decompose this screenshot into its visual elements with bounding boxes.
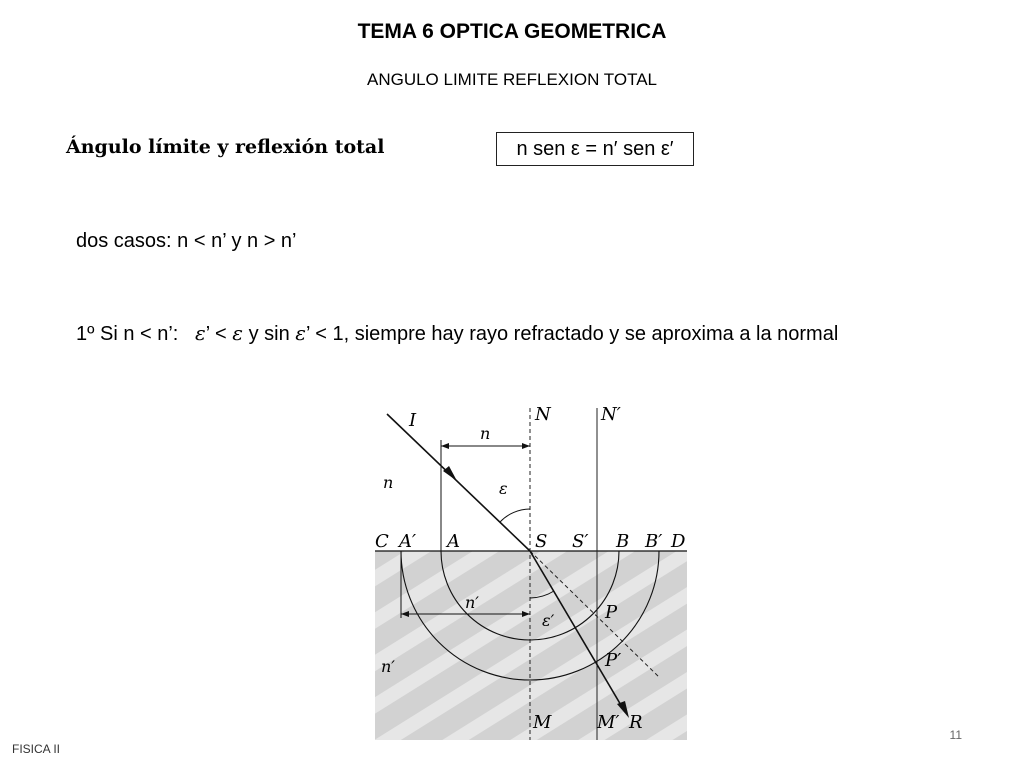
label-D: D — [671, 531, 686, 552]
incident-arrowhead — [443, 466, 457, 481]
label-N-prime: N′ — [601, 404, 621, 425]
label-P: P — [605, 602, 618, 623]
label-n-prime-mid: n′ — [465, 593, 479, 612]
epsilon-symbol: ε — [232, 321, 244, 345]
label-n-left: n — [383, 473, 394, 492]
label-M: M — [533, 712, 552, 733]
label-P-prime: P′ — [605, 650, 622, 671]
label-n-top: n — [480, 424, 491, 443]
label-B: B — [616, 531, 630, 552]
case-1-rest: ’ < 1, siempre hay rayo refractado y se aproxima a la normal — [306, 323, 839, 345]
label-S: S — [535, 531, 548, 552]
label-S-prime: S′ — [572, 531, 589, 552]
label-A-prime: A′ — [399, 531, 417, 552]
case-1-and-sin: y sin — [248, 323, 296, 345]
epsilon-arc — [500, 509, 530, 522]
footer-course: FISICA II — [12, 742, 61, 756]
epsilon-prime-symbol-2: ε — [295, 321, 306, 345]
n-arrow-left — [441, 443, 449, 449]
label-R: R — [629, 712, 643, 733]
refraction-diagram — [375, 400, 687, 740]
label-B-prime: B′ — [645, 531, 663, 552]
slide-subtitle: ANGULO LIMITE REFLEXION TOTAL — [366, 70, 657, 89]
label-C: C — [375, 531, 389, 552]
label-N: N — [535, 404, 551, 425]
label-epsilon: ε — [499, 479, 508, 498]
n-arrow-right — [522, 443, 530, 449]
case-1-text — [76, 318, 956, 349]
label-I: I — [409, 410, 417, 431]
label-M-prime: M′ — [597, 712, 620, 733]
section-heading: Ángulo límite y reflexión total — [66, 136, 385, 158]
case-1-lt: ’ < — [205, 323, 233, 345]
cases-line: dos casos: n < n’ y n > n’ — [76, 230, 297, 252]
epsilon-prime-symbol: ε — [195, 321, 206, 345]
page-number: 11 — [949, 728, 962, 742]
label-n-prime-left: n′ — [381, 657, 395, 676]
label-epsilon-prime: ε′ — [542, 611, 555, 630]
case-1-intro: 1º Si n < n’: — [76, 323, 179, 345]
snell-formula-box: n sen ε = n′ sen ε′ — [496, 132, 694, 166]
label-A: A — [447, 531, 460, 552]
slide-title: TEMA 6 OPTICA GEOMETRICA — [357, 20, 667, 43]
